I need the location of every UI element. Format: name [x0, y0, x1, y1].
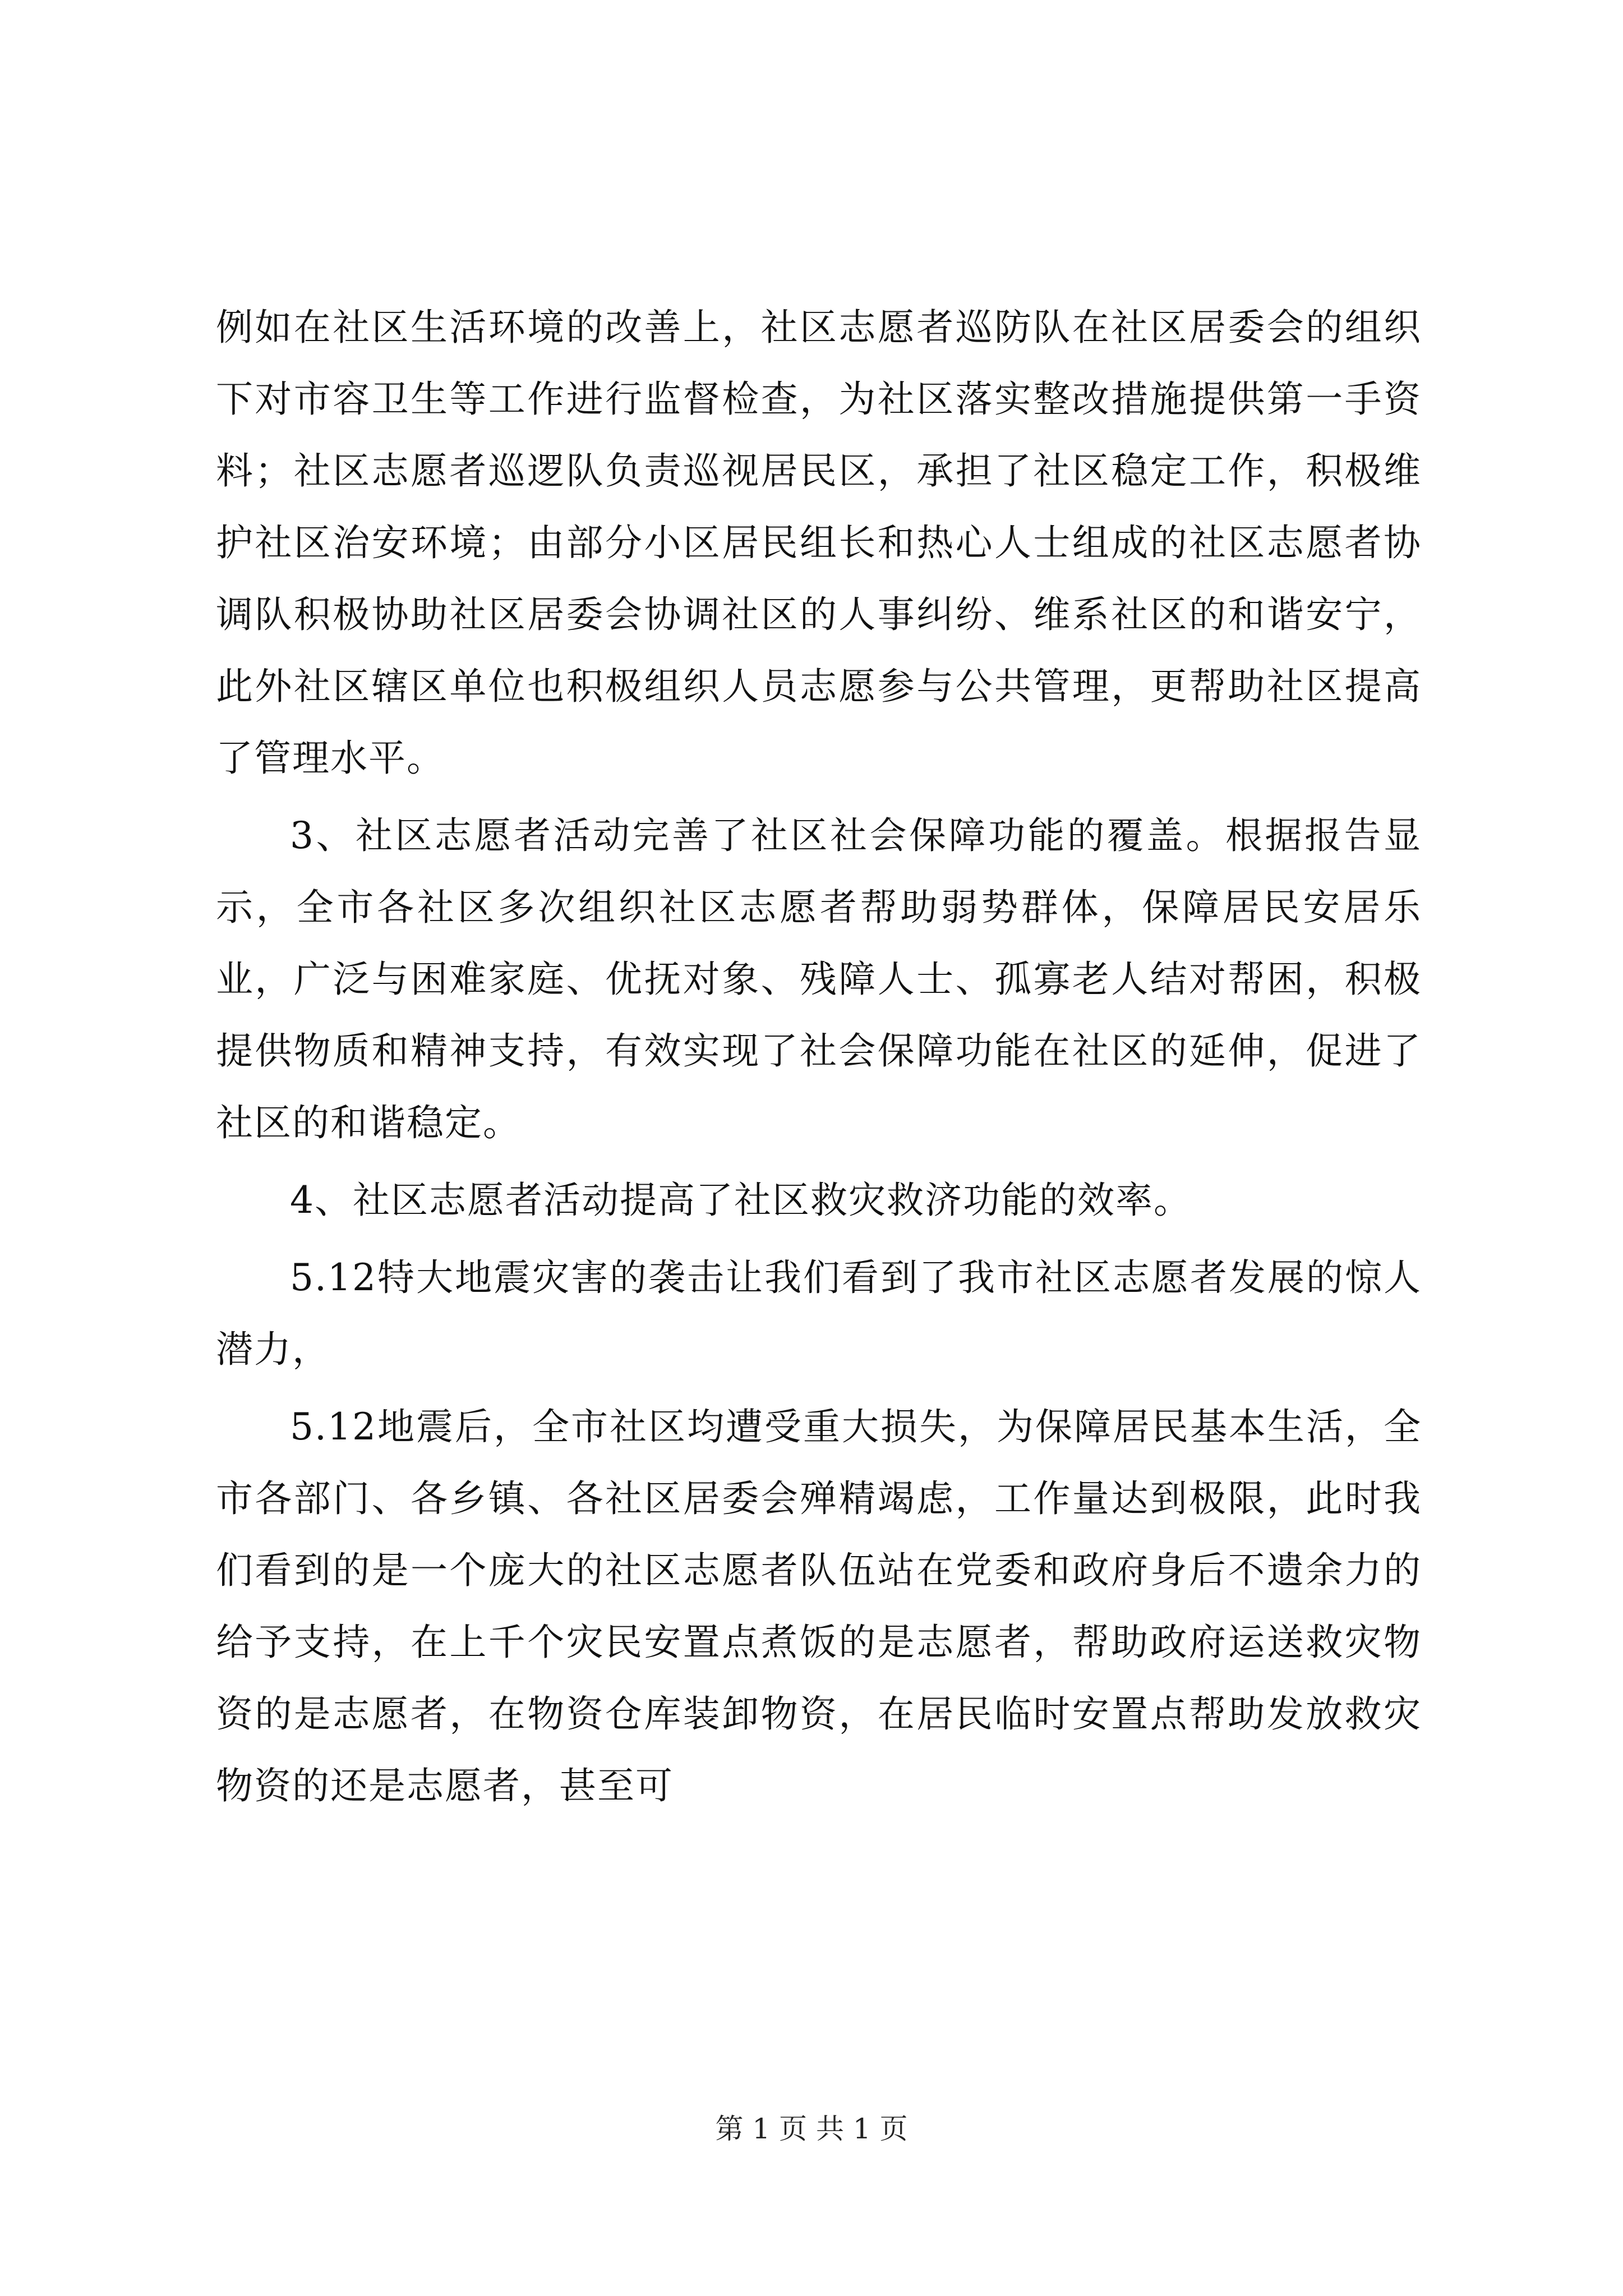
page-footer — [0, 2109, 1623, 2148]
page-number-label: 第 1 页 共 1 页 — [715, 2113, 908, 2145]
paragraph-earthquake-intro: 5.12特大地震灾害的袭击让我们看到了我市社区志愿者发展的惊人潜力， — [216, 1256, 1422, 1371]
paragraph-earthquake-detail: 5.12地震后，全市社区均遭受重大损失，为保障居民基本生活，全市各部门、各乡镇、各社区居委会殚精竭虑，工作量达到极限，此时我们看到的是一个庞大的社区志愿者队伍站在党委和政府身后不遗余力的给予支持，在上千个灾民安置点煮饭的是志愿者，帮助政府运送救灾物资的是志愿者，在物资仓库装卸物资，在居民临时安置点帮助发放救灾物资的还是志愿者，甚至可 — [216, 1405, 1422, 1807]
document-body — [216, 292, 1422, 1828]
paragraph-continuation: 例如在社区生活环境的改善上，社区志愿者巡防队在社区居委会的组织下对市容卫生等工作进行监督检查，为社区落实整改措施提供第一手资料；社区志愿者巡逻队负责巡视居民区，承担了社区稳定工作，积极维护社区治安环境；由部分小区居民组长和热心人士组成的社区志愿者协调队积极协助社区居委会协调社区的人事纠纷、维系社区的和谐安宁，此外社区辖区单位也积极组织人员志愿参与公共管理，更帮助社区提高了管理水平。 — [216, 306, 1422, 780]
paragraph-item-3: 3、社区志愿者活动完善了社区社会保障功能的覆盖。根据报告显示，全市各社区多次组织社区志愿者帮助弱势群体，保障居民安居乐业，广泛与困难家庭、优抚对象、残障人士、孤寡老人结对帮困，积极提供物质和精神支持，有效实现了社会保障功能在社区的延伸，促进了社区的和谐稳定。 — [216, 814, 1422, 1144]
paragraph-item-4: 4、社区志愿者活动提高了社区救灾救济功能的效率。 — [290, 1179, 1192, 1222]
